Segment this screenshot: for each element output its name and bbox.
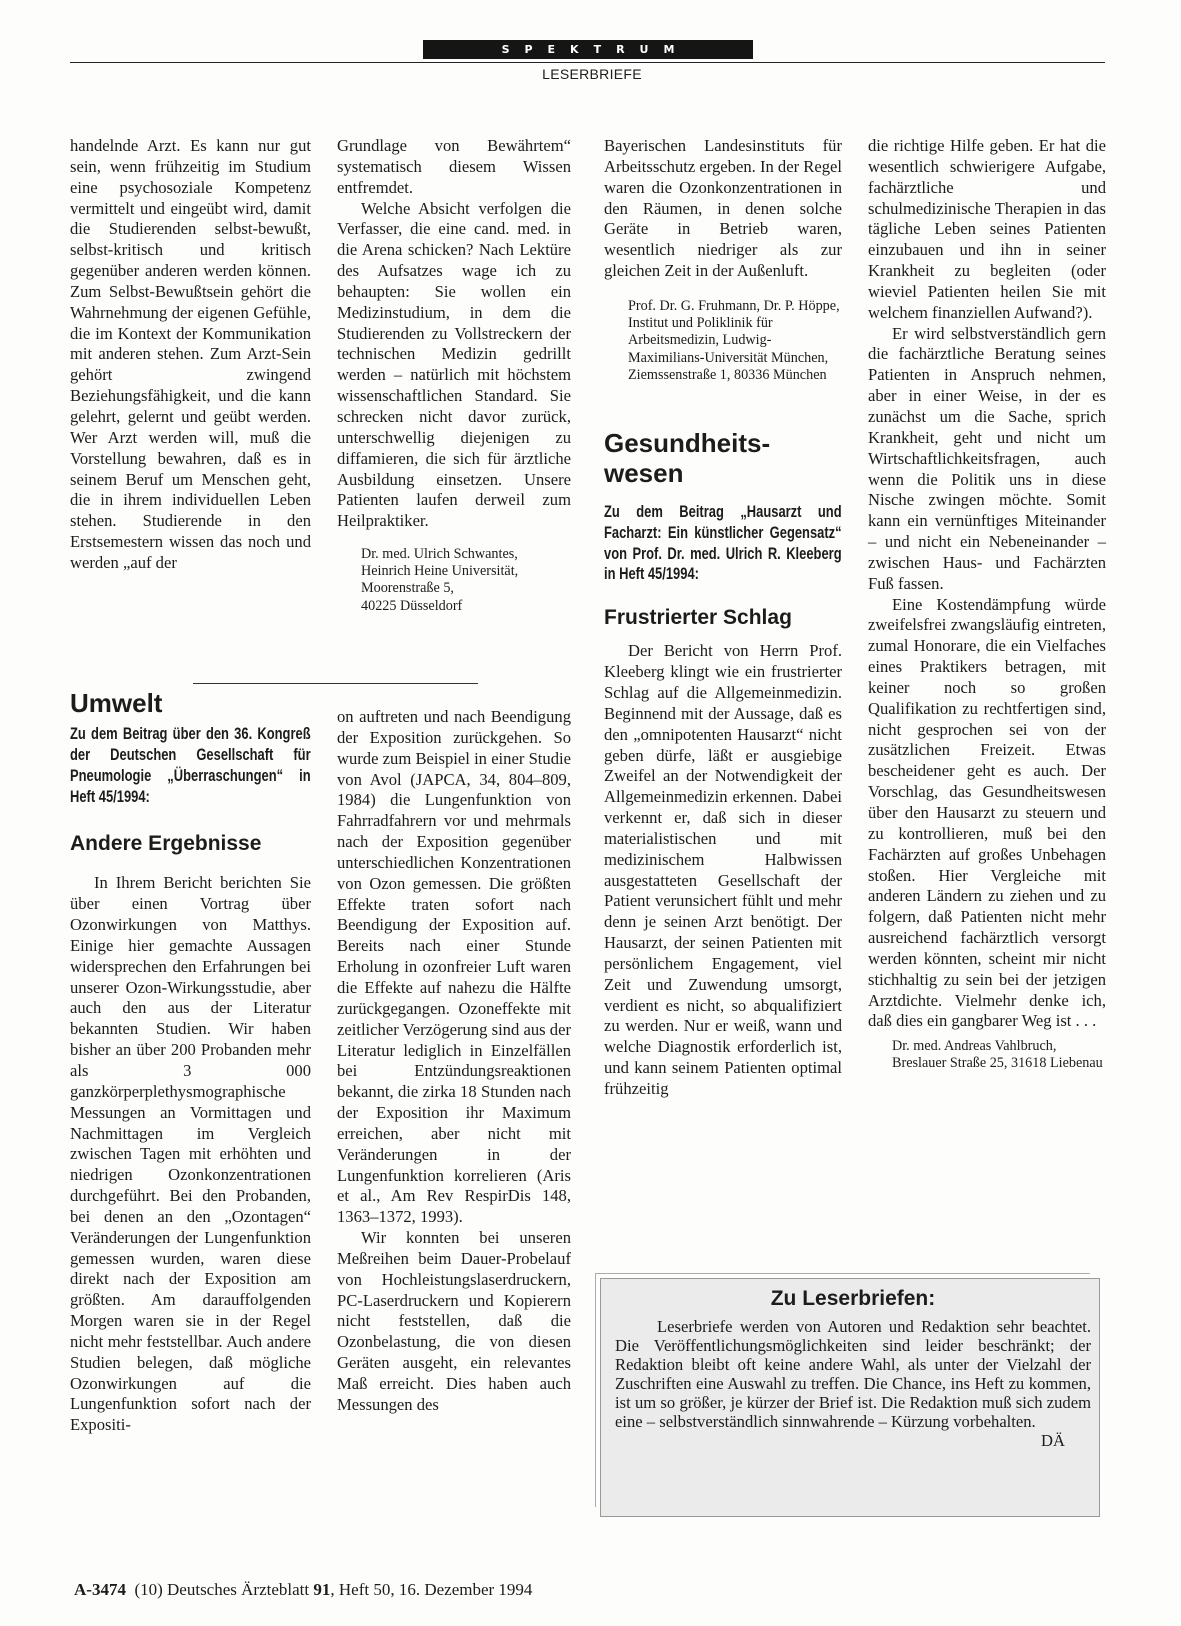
gesundheit-rubric-line1: Gesundheits- xyxy=(604,427,771,458)
gesundheit-text-col3: Der Bericht von Herrn Prof. Kleeberg klingt wie ein frustrierter Schlag auf die Allgemeinmedizin. Beginnend mit der Aussage, daß es den „omnipotenten Hausarzt“ nicht geben dürfe, läßt er ausgiebige Zweifel an der Notwendigkeit der Allgemeinmedizin erkennen. Dabei verkennt er, daß sich in dieser materialistischen und mit medizinischem Halbwissen ausgestatteten Gesellschaft der Patient verunsichert fühlt und mehr denn je seinen Arzt benötigt. Der Hausarzt, der seinen Patienten mit persönlichem Engagement, viel Zeit und Zuwendung umsorgt, verdient es nicht, so abqualifiziert zu werden. Nur er weiß, wann und welche Diagnostik erforderlich ist, und kann seinem Patienten optimal frühzeitig xyxy=(604,641,842,1099)
gesundheit-text-col4-p3: Eine Kostendämpfung würde zweifelsfrei zwangsläufig eintreten, zumal Honorare, die ein Vielfaches eines Praktikers betragen, mit keiner noch so großen Qualifikation zu rechtfertigen sind, nicht gesprochen sei von der zusätzlichen Freizeit. Etwas bescheidener geht es auch. Der Vorschlag, das Gesundheitswesen über den Hausarzt zu steuern und zu kontrollieren, muß bei den Fachärzten auf großes Unbehagen stoßen. Hier Vergleiche mit anderen Ländern zu ziehen und zu folgern, daß Patienten nicht mehr ausreichend fachärztlich versorgt werden könnten, scheint mir nicht stichhaltig zu sein bei der jetzigen Arztdichte. Vielmehr denke ich, daß dies ein gangbarer Weg ist . . . xyxy=(868,594,1106,1031)
letter1-signature-line: Moorenstraße 5, xyxy=(361,580,454,597)
gesundheit-rubric-line2: wesen xyxy=(604,457,684,488)
letter1-text-col2-p1: Grundlage von Bewährtem“ systematisch diesem Wissen entfremdet. xyxy=(337,136,571,197)
umwelt-column3 xyxy=(604,136,842,1100)
umwelt-reference: Zu dem Beitrag über den 36. Kongreß der Deutschen Gesellschaft für Pneumologie „Überraschungen“ in Heft 45/1994: xyxy=(70,724,311,806)
reader-letters-infobox xyxy=(600,1278,1100,1517)
section-banner: SPEKTRUM xyxy=(423,40,753,59)
gesundheit-rubric xyxy=(604,428,842,488)
infobox-signature: DÄ xyxy=(1041,1431,1065,1450)
page-number: A-3474 xyxy=(74,1580,126,1599)
section-divider xyxy=(193,683,478,684)
umwelt-text-col2-p2: Wir konnten bei unseren Meßreihen beim Dauer-Probelauf von Hochleistungslaserdruckern, PC-Laserdruckern und Kopierern nicht feststellen, daß die Ozonbelastung, die von diesen Geräten ausgeht, ein relevantes Maß erreicht. Dies haben auch Messungen des xyxy=(337,1228,571,1414)
umwelt-title: Andere Ergebnisse xyxy=(70,832,262,856)
letter1-signature-line: 40225 Düsseldorf xyxy=(361,597,463,614)
letter1-text-col1: handelnde Arzt. Es kann nur gut sein, wenn frühzeitig im Studium eine psychosoziale Kompetenz vermittelt und eingeübt wird, damit die Studierenden selbst-bewußt, selbst-kritisch und kritisch gegenüber anderen werden können. Zum Selbst-Bewußtsein gehört die Wahrnehmung der eigenen Gefühle, die im Kontext der Kommunikation mit anderen stehen. Zum Arzt-Sein gehört zwingend Beziehungsfähigkeit, und die kann gelehrt, gelernt und geübt werden. Wer Arzt werden will, muß die Vorstellung bewahren, daß es in seinem Beruf um Menschen geht, die in ihrem individuellen Leben stehen. Studierende in den Erstsemestern wissen das noch und werden „auf der xyxy=(70,136,311,572)
letter1-text-col2-p2: Welche Absicht verfolgen die Verfasser, die eine cand. med. in die Arena schicken? Nach Lektüre des Aufsatzes wage ich zu behaupten: Sie wollen ein Medizinstudium, in dem die Studierenden zu Vollstreckern der technischen Medizin gedrillt werden – natürlich mit höchstem wissenschaftlichen Standard. Sie schrecken nicht davor zurück, unterschwellig diejenigen zu diffamieren, die sich für ärztliche Ausbildung einsetzen. Unsere Patienten laufen derweil zum Heilpraktiker. xyxy=(337,198,571,531)
letter1-signature-line: Heinrich Heine Universität, xyxy=(361,563,519,580)
infobox-title: Zu Leserbriefen: xyxy=(770,1287,936,1310)
gesundheit-reference: Zu dem Beitrag „Hausarzt und Facharzt: Ein künstlicher Gegensatz“ von Prof. Dr. med. Ulrich R. Kleeberg in Heft 45/1994: xyxy=(604,501,842,584)
umwelt-rubric: Umwelt xyxy=(70,688,163,718)
header-rule xyxy=(70,62,1105,63)
footer-publication: (10) Deutsches Ärzteblatt xyxy=(134,1580,314,1599)
gesundheit-text-col4-p1: die richtige Hilfe geben. Er hat die wesentlich schwierigere Aufgabe, fachärztliche und schulmedizinische Therapien in das tägliche Leben seines Patienten einzubauen und ihn in seiner Krankheit zu begleiten (oder wieviel Patienten heilen Sie mit welchem finanziellen Aufwand?). xyxy=(868,136,1106,322)
gesundheit-text-col4-p2: Er wird selbstverständlich gern die fachärztliche Beratung seines Patienten in Anspruch nehmen, aber in einer Weise, in der es zunächst um die Sache, sprich Krankheit, geht und nicht um Wirtschaftlichkeitsfragen, auch wenn die Politik uns in diese Nische zwingen möchte. Somit kann ein vernünftiges Miteinander – und nicht ein Nebeneinander – zwischen Haus- und Fachärzten Fuß fassen. xyxy=(868,323,1106,593)
section-subtitle: LESERBRIEFE xyxy=(542,66,642,82)
letter1-column1 xyxy=(70,136,311,574)
footer-issue: , Heft 50, 16. Dezember 1994 xyxy=(330,1580,533,1599)
letter1-signature-line: Dr. med. Ulrich Schwantes, xyxy=(361,546,518,563)
page-footer xyxy=(74,1580,532,1600)
umwelt-column1 xyxy=(70,688,311,1436)
umwelt-text-col3: Bayerischen Landesinstituts für Arbeitsschutz ergeben. In der Regel waren die Ozonkonzentrationen in den Räumen, in denen solche Geräte in Betrieb waren, wesentlich niedriger als zur gleichen Zeit in der Außenluft. xyxy=(604,136,842,281)
letter1-column2 xyxy=(337,136,571,615)
gesundheit-signature: Dr. med. Andreas Vahlbruch, Breslauer Straße 25, 31618 Liebenau xyxy=(892,1038,1103,1072)
umwelt-signature: Prof. Dr. G. Fruhmann, Dr. P. Höppe, Institut und Poliklinik für Arbeitsmedizin, Ludwig-Maximilians-Universität München, Ziemssenstraße 1, 80336 München xyxy=(628,297,840,383)
umwelt-text-col2-p1: on auftreten und nach Beendigung der Exposition zurückgehen. So wurde zum Beispiel in einer Studie von Avol (JAPCA, 34, 804–809, 1984) die Lungenfunktion von Fahrradfahrern vor und mehrmals nach der Exposition gegenüber unterschiedlichen Konzentrationen von Ozon gemessen. Die größten Effekte traten sofort nach Beendigung der Exposition auf. Bereits nach einer Stunde Erholung in ozonfreier Luft waren die Effekte auf nahezu die Hälfte zurückgegangen. Ozoneffekte mit zeitlicher Verzögerung sind aus der Literatur lediglich in Einzelfällen bei Entzündungsreaktionen bekannt, die zirka 18 Stunden nach der Exposition ihr Maximum erreichen, aber nicht mit Veränderungen in der Lungenfunktion korrelieren (Aris et al., Am Rev RespirDis 148, 1363–1372, 1993). xyxy=(337,707,571,1227)
infobox-text xyxy=(615,1317,1091,1450)
footer-volume: 91 xyxy=(313,1580,331,1599)
gesundheit-column4 xyxy=(868,136,1106,1073)
umwelt-column2 xyxy=(337,707,571,1416)
infobox-body: Leserbriefe werden von Autoren und Redaktion sehr beachtet. Die Veröffentlichungsmöglichkeiten sind leider beschränkt; der Redaktion bleibt oft keine andere Wahl, als unter der Vielzahl der Zuschriften eine Auswahl zu treffen. Die Chance, ins Heft zu kommen, ist um so größer, je kürzer der Brief ist. Die Redaktion muß sich zudem eine – selbstverständlich sinnwahrende – Kürzung vorbehalten. xyxy=(615,1317,1091,1431)
umwelt-text-col1: In Ihrem Bericht berichten Sie über einen Vortrag über Ozonwirkungen von Matthys. Einige hier gemachte Aussagen widersprechen den Erfahrungen bei unserer Ozon-Wirkungsstudie, aber auch den aus der Literatur bekannten Studien. Wir haben bisher an über 200 Probanden mehr als 3 000 ganzkörperplethysmographische Messungen an Vormittagen und Nachmittagen im Vergleich zwischen Tagen mit erhöhten und niedrigen Ozonkonzentrationen durchgeführt. Bei den Probanden, bei denen an den „Ozontagen“ Veränderungen der Lungenfunktion gemessen wurden, waren diese direkt nach der Exposition am größten. Am darauffolgenden Morgen waren sie in der Regel nicht mehr feststellbar. Auch andere Studien belegen, daß mögliche Ozonwirkungen auf die Lungenfunktion sofort nach der Expositi- xyxy=(70,873,311,1435)
gesundheit-title: Frustrierter Schlag xyxy=(604,606,792,630)
